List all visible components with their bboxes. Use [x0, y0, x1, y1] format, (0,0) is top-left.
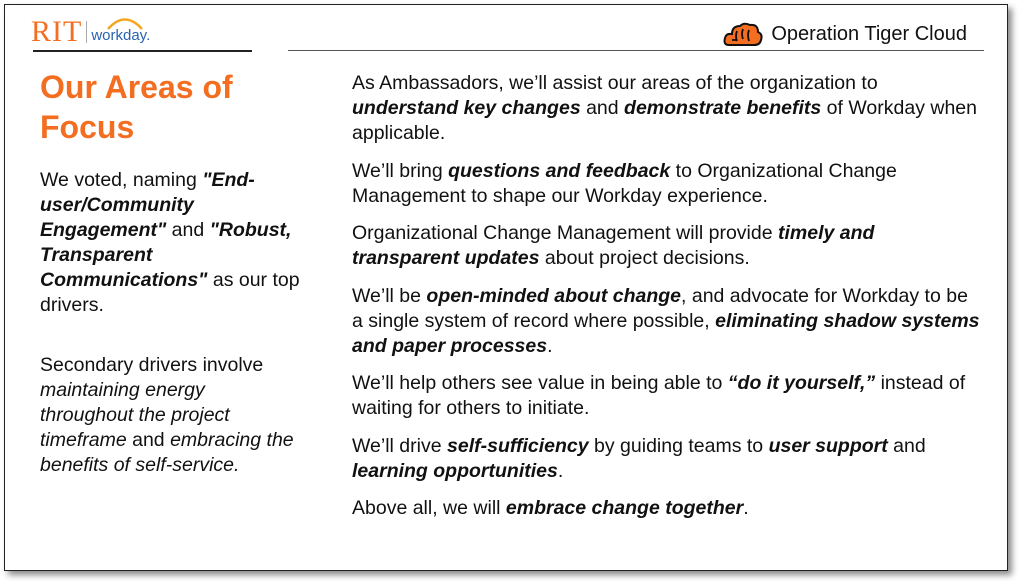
text: and	[580, 97, 625, 119]
slide	[4, 4, 1008, 571]
emphasized-text: timely and transparent updates	[352, 222, 875, 269]
emphasized-text: learning opportunities	[352, 459, 558, 482]
paragraph	[352, 371, 982, 421]
text: We’ll bring	[352, 159, 449, 182]
text: We’ll drive	[352, 434, 447, 457]
workday-logo-text: workday.	[91, 27, 151, 44]
text: and	[166, 219, 210, 241]
title-line-2: Focus	[40, 109, 135, 145]
text: As Ambassadors, we’ll assist our areas of the organization to	[352, 72, 878, 94]
rit-workday-logo	[31, 15, 150, 47]
text: to Organizational Change Management to shape our Workday experience.	[352, 159, 897, 207]
workday-arc-icon	[105, 16, 145, 30]
paragraph	[352, 496, 982, 521]
rit-logo-text: RIT	[31, 15, 83, 48]
paragraph	[352, 284, 982, 359]
text: .	[557, 459, 564, 482]
text: Above all, we will	[352, 497, 506, 519]
tiger-cloud-icon	[723, 21, 763, 47]
paragraph	[352, 221, 982, 271]
emphasized-text: “do it yourself,”	[727, 372, 876, 394]
emphasized-text: self-sufficiency	[447, 434, 589, 457]
brand	[723, 21, 967, 47]
emphasized-text: eliminating shadow systems and paper processes	[352, 309, 980, 357]
text: .	[743, 497, 749, 519]
right-column	[352, 71, 982, 534]
text: We’ll help others see value in being able to	[352, 372, 728, 394]
left-column	[40, 168, 300, 513]
text: .	[547, 334, 553, 357]
text: of Workday when applicable.	[352, 97, 977, 144]
text: and	[887, 434, 926, 457]
emphasized-text: user support	[768, 434, 888, 457]
paragraph	[40, 353, 300, 478]
text: Secondary drivers involve	[40, 354, 264, 376]
text: We voted, naming	[40, 169, 203, 191]
page-title	[40, 67, 233, 147]
emphasized-text: open-minded about change	[426, 284, 682, 307]
text: Organizational Change Management will provide	[352, 222, 778, 244]
left-header-rule	[33, 50, 252, 52]
text: , and advocate for Workday to be a single system of record where possible,	[352, 284, 968, 332]
emphasized-text: "Robust, Transparent Communications"	[40, 219, 292, 291]
paragraph	[352, 71, 982, 146]
title-line-1: Our Areas of	[40, 69, 233, 105]
emphasized-text: demonstrate benefits	[624, 97, 822, 119]
emphasized-text: "End-user/Community Engagement"	[40, 169, 255, 241]
right-header-rule	[288, 50, 984, 51]
emphasized-text: embrace change together	[505, 497, 744, 519]
text: as our top drivers.	[40, 269, 300, 316]
workday-logo	[91, 28, 150, 43]
paragraph	[352, 434, 982, 484]
text: We’ll be	[352, 284, 427, 307]
brand-title: Operation Tiger Cloud	[771, 22, 967, 45]
emphasized-text: embracing the benefits of self-service.	[40, 429, 294, 476]
emphasized-text: questions and feedback	[448, 159, 671, 182]
text: and	[126, 429, 171, 451]
paragraph	[40, 168, 300, 318]
text: by guiding teams to	[588, 434, 769, 457]
logo-divider	[86, 21, 87, 43]
emphasized-text: maintaining energy throughout the project timeframe	[40, 379, 230, 451]
paragraph	[352, 159, 982, 209]
text: instead of waiting for others to initiate.	[352, 372, 966, 419]
emphasized-text: understand key changes	[352, 97, 581, 119]
text: about project decisions.	[539, 247, 750, 269]
